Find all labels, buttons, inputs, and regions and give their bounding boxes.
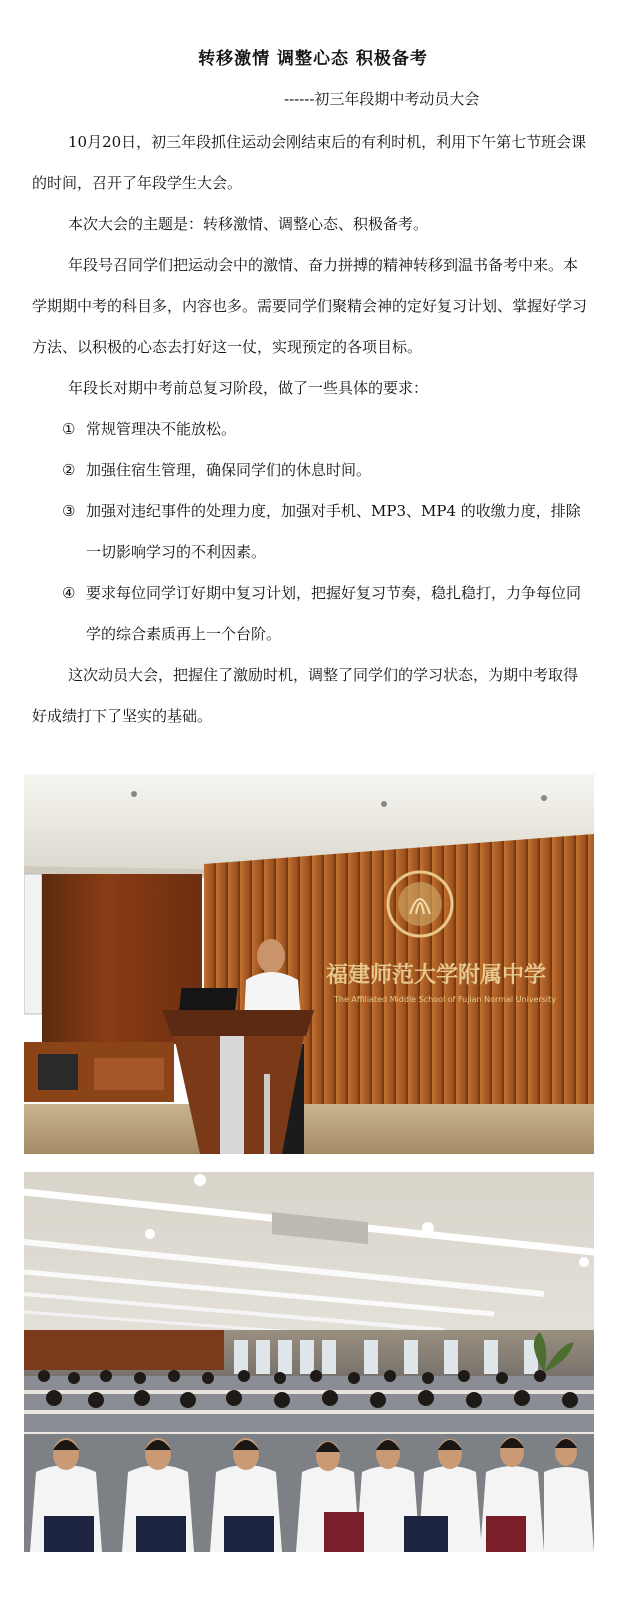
list-text: 加强对违纪事件的处理力度，加强对手机、MP3、MP4 的收缴力度，排除一切影响学习的不利因素。 — [86, 502, 581, 561]
list-number: ③ — [62, 502, 76, 520]
list-item — [32, 573, 592, 655]
wall-lettering-en: The Affiliated Middle School of Fujian Normal University — [334, 995, 557, 1004]
list-text: 加强住宿生管理，确保同学们的休息时间。 — [86, 461, 372, 479]
list-text: 常规管理决不能放松。 — [86, 420, 237, 438]
list-text: 要求每位同学订好期中复习计划，把握好复习节奏，稳扎稳打，力争每位同学的综合素质再上一个台阶。 — [86, 584, 582, 643]
article-body — [32, 122, 592, 737]
speaker-photo — [24, 774, 594, 1154]
list-item — [32, 409, 592, 450]
paragraph: 这次动员大会，把握住了激励时机，调整了同学们的学习状态，为期中考取得好成绩打下了坚实的基础。 — [32, 666, 579, 725]
paragraph: 本次大会的主题是：转移激情、调整心态、积极备考。 — [68, 215, 429, 233]
list-number: ① — [62, 420, 76, 438]
article-title: 转移激情 调整心态 积极备考 — [198, 49, 428, 69]
wall-lettering-cn: 福建师范大学附属中学 — [326, 962, 547, 988]
paragraph: 年段号召同学们把运动会中的激情、奋力拼搏的精神转移到温书备考中来。本学期期中考的科目多，内容也多。需要同学们聚精会神的定好复习计划、掌握好学习方法、以积极的心态去打好这一仗，实现预定的各项目标。 — [32, 256, 588, 356]
list-item — [32, 491, 592, 573]
list-number: ④ — [62, 584, 76, 602]
article-subtitle: ------初三年段期中考动员大会 — [284, 90, 480, 108]
audience-photo — [24, 1172, 594, 1552]
paragraph: 10月20日，初三年段抓住运动会刚结束后的有利时机，利用下午第七节班会课的时间，召开了年段学生大会。 — [32, 133, 587, 192]
paragraph: 年段长对期中考前总复习阶段，做了一些具体的要求： — [68, 379, 429, 397]
list-item — [32, 450, 592, 491]
list-number: ② — [62, 461, 76, 479]
